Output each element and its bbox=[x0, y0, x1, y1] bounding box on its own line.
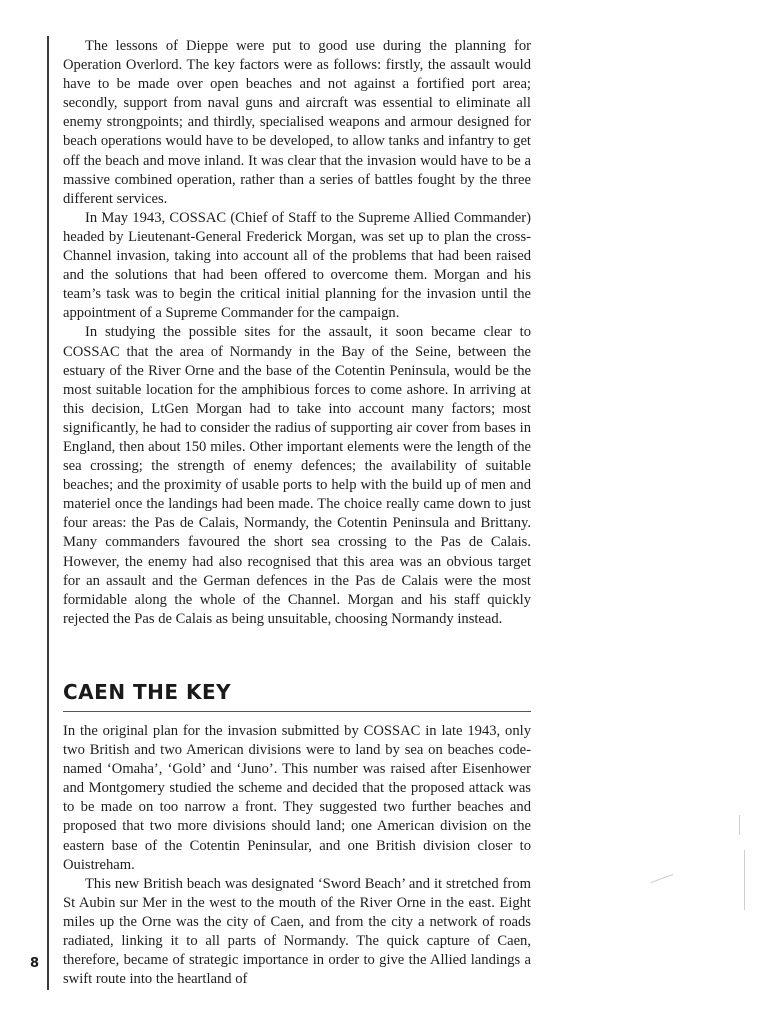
paragraph-original-plan: In the original plan for the invasion submitted by COSSAC in late 1943, only two British and two American divisions were to land by sea on beaches code-named ‘Omaha’, ‘Gold’ and ‘Juno’. This number was raised after Eisenhower and Montgomery studied the scheme and decided that the proposed attack was to be made on too narrow a front. They suggested two further beaches and proposed that two more divisions should land; one American division on the eastern base of the Cotentin Peninsular, and one British division closer to Ouistreham. bbox=[63, 723, 531, 873]
section-heading: CAEN THE KEY bbox=[63, 680, 232, 704]
scan-mark bbox=[739, 815, 740, 835]
paragraph-site-selection: In studying the possible sites for the assault, it soon became clear to COSSAC that the area of Normandy in the Bay of the Seine, between the estuary of the River Orne and the base of the Cotentin Peninsula, would be the most suitable location for the amphibious forces to come ashore. In arriving at this decision, LtGen Morgan had to take into account many factors; most significantly, he had to consider the radius of supporting air cover from bases in England, then about 150 miles. Other important elements were the length of the sea crossing; the strength of enemy defences; the availability of suitable beaches; and the proximity of usable ports to help with the build up of men and materiel once the landings had been made. The choice really came down to just four areas: the Pas de Calais, Normandy, the Cotentin Peninsula and Brittany. Many commanders favoured the short sea crossing to the Pas de Calais. However, the enemy had also recognised that this area was an obvious target for an assault and the German defences in the Pas de Calais were the most formidable along the whole of the Channel. Morgan and his staff quickly rejected the Pas de Calais as being unsuitable, choosing Normandy instead. bbox=[63, 324, 531, 627]
scan-mark bbox=[651, 874, 674, 883]
section-divider bbox=[63, 711, 531, 712]
body-text-bottom bbox=[63, 722, 531, 989]
scan-mark bbox=[744, 850, 745, 910]
paragraph-dieppe-lessons: The lessons of Dieppe were put to good use during the planning for Operation Overlord. The key factors were as follows: firstly, the assault would have to be made over open beaches and not against a fortified port area; secondly, support from naval guns and aircraft was essential to eliminate all enemy strongpoints; and thirdly, specialised weapons and armour designed for beach operations would have to be developed, to allow tanks and infantry to get off the beach and move inland. It was clear that the invasion would have to be a massive combined operation, rather than a series of battles fought by the three different services. bbox=[63, 38, 531, 207]
body-text-top bbox=[63, 37, 531, 629]
paragraph-cossac: In May 1943, COSSAC (Chief of Staff to the Supreme Allied Commander) headed by Lieutenant-General Frederick Morgan, was set up to plan the cross-Channel invasion, taking into account all of the problems that had been raised and the solutions that had been offered to overcome them. Morgan and his team’s task was to begin the critical initial planning for the invasion until the appointment of a Supreme Commander for the campaign. bbox=[63, 209, 531, 322]
page-number: 8 bbox=[30, 956, 40, 971]
paragraph-sword-beach: This new British beach was designated ‘Sword Beach’ and it stretched from St Aubin sur Mer in the west to the mouth of the River Orne in the east. Eight miles up the Orne was the city of Caen, and from the city a network of roads radiated, linking it to all parts of Normandy. The quick capture of Caen, therefore, became of strategic importance in order to give the Allied landings a swift route into the heartland of bbox=[63, 875, 531, 988]
margin-rule bbox=[47, 36, 49, 990]
